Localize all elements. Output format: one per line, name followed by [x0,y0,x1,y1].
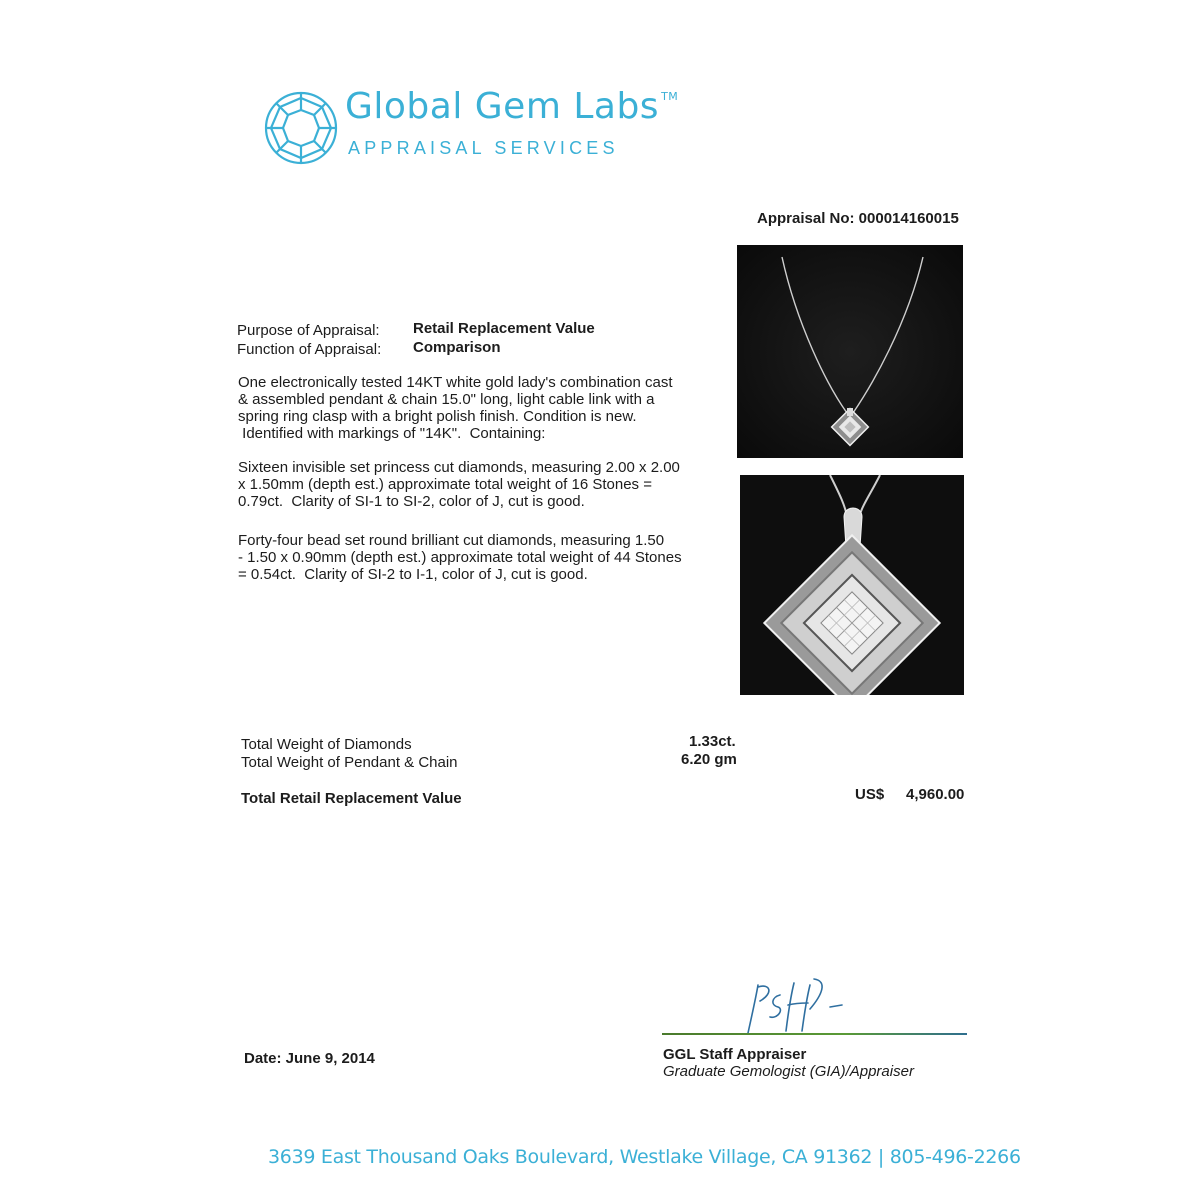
retail-value-amount: 4,960.00 [906,786,965,803]
faceted-diamond-icon [263,90,339,166]
appraiser-credential: Graduate Gemologist (GIA)/Appraiser [663,1063,914,1080]
diamonds-weight-label: Total Weight of Diamonds [241,736,412,753]
function-label: Function of Appraisal: [237,341,382,358]
brand-subtitle: APPRAISAL SERVICES [348,138,619,158]
brand-name: Global Gem Labs ™ [345,86,679,127]
currency-label: US$ [855,786,885,803]
round-diamonds-paragraph: Forty-four bead set round brilliant cut diamonds, measuring 1.50 - 1.50 x 0.90mm (depth est.) approximate total weight of 44 Stones = 0.54ct. Clarity of SI-2 to I-1, color of J, cut is good. [238,532,682,583]
appraisal-date: Date: June 9, 2014 [244,1050,375,1067]
pendant-closeup-photo [740,475,964,695]
pendant-necklace-photo [737,245,963,458]
pendant-weight-label: Total Weight of Pendant & Chain [241,754,458,771]
function-value: Comparison [413,339,501,356]
handwritten-signature [730,975,850,1037]
diamonds-weight-value: 1.33ct. [689,733,736,750]
signature-line [662,1033,967,1035]
purpose-value: Retail Replacement Value [413,320,595,337]
address-footer: 3639 East Thousand Oaks Boulevard, Westlake Village, CA 91362 | 805-496-2266 [268,1146,1021,1168]
trademark-mark: TM [661,90,679,103]
appraiser-title: GGL Staff Appraiser [663,1046,807,1063]
appraisal-number: Appraisal No: 000014160015 [757,210,959,227]
purpose-label: Purpose of Appraisal: [237,322,380,339]
description-paragraph: One electronically tested 14KT white gold lady's combination cast & assembled pendant & chain 15.0" long, light cable link with a spring ring clasp with a bright polish finish. Condition is new. Identified with markings of "14K". Containing: [238,374,673,442]
princess-diamonds-paragraph: Sixteen invisible set princess cut diamonds, measuring 2.00 x 2.00 x 1.50mm (depth est.) approximate total weight of 16 Stones = 0.79ct. Clarity of SI-1 to SI-2, color of J, cut is good. [238,459,680,510]
retail-value-label: Total Retail Replacement Value [241,790,462,807]
pendant-weight-value: 6.20 gm [681,751,737,768]
